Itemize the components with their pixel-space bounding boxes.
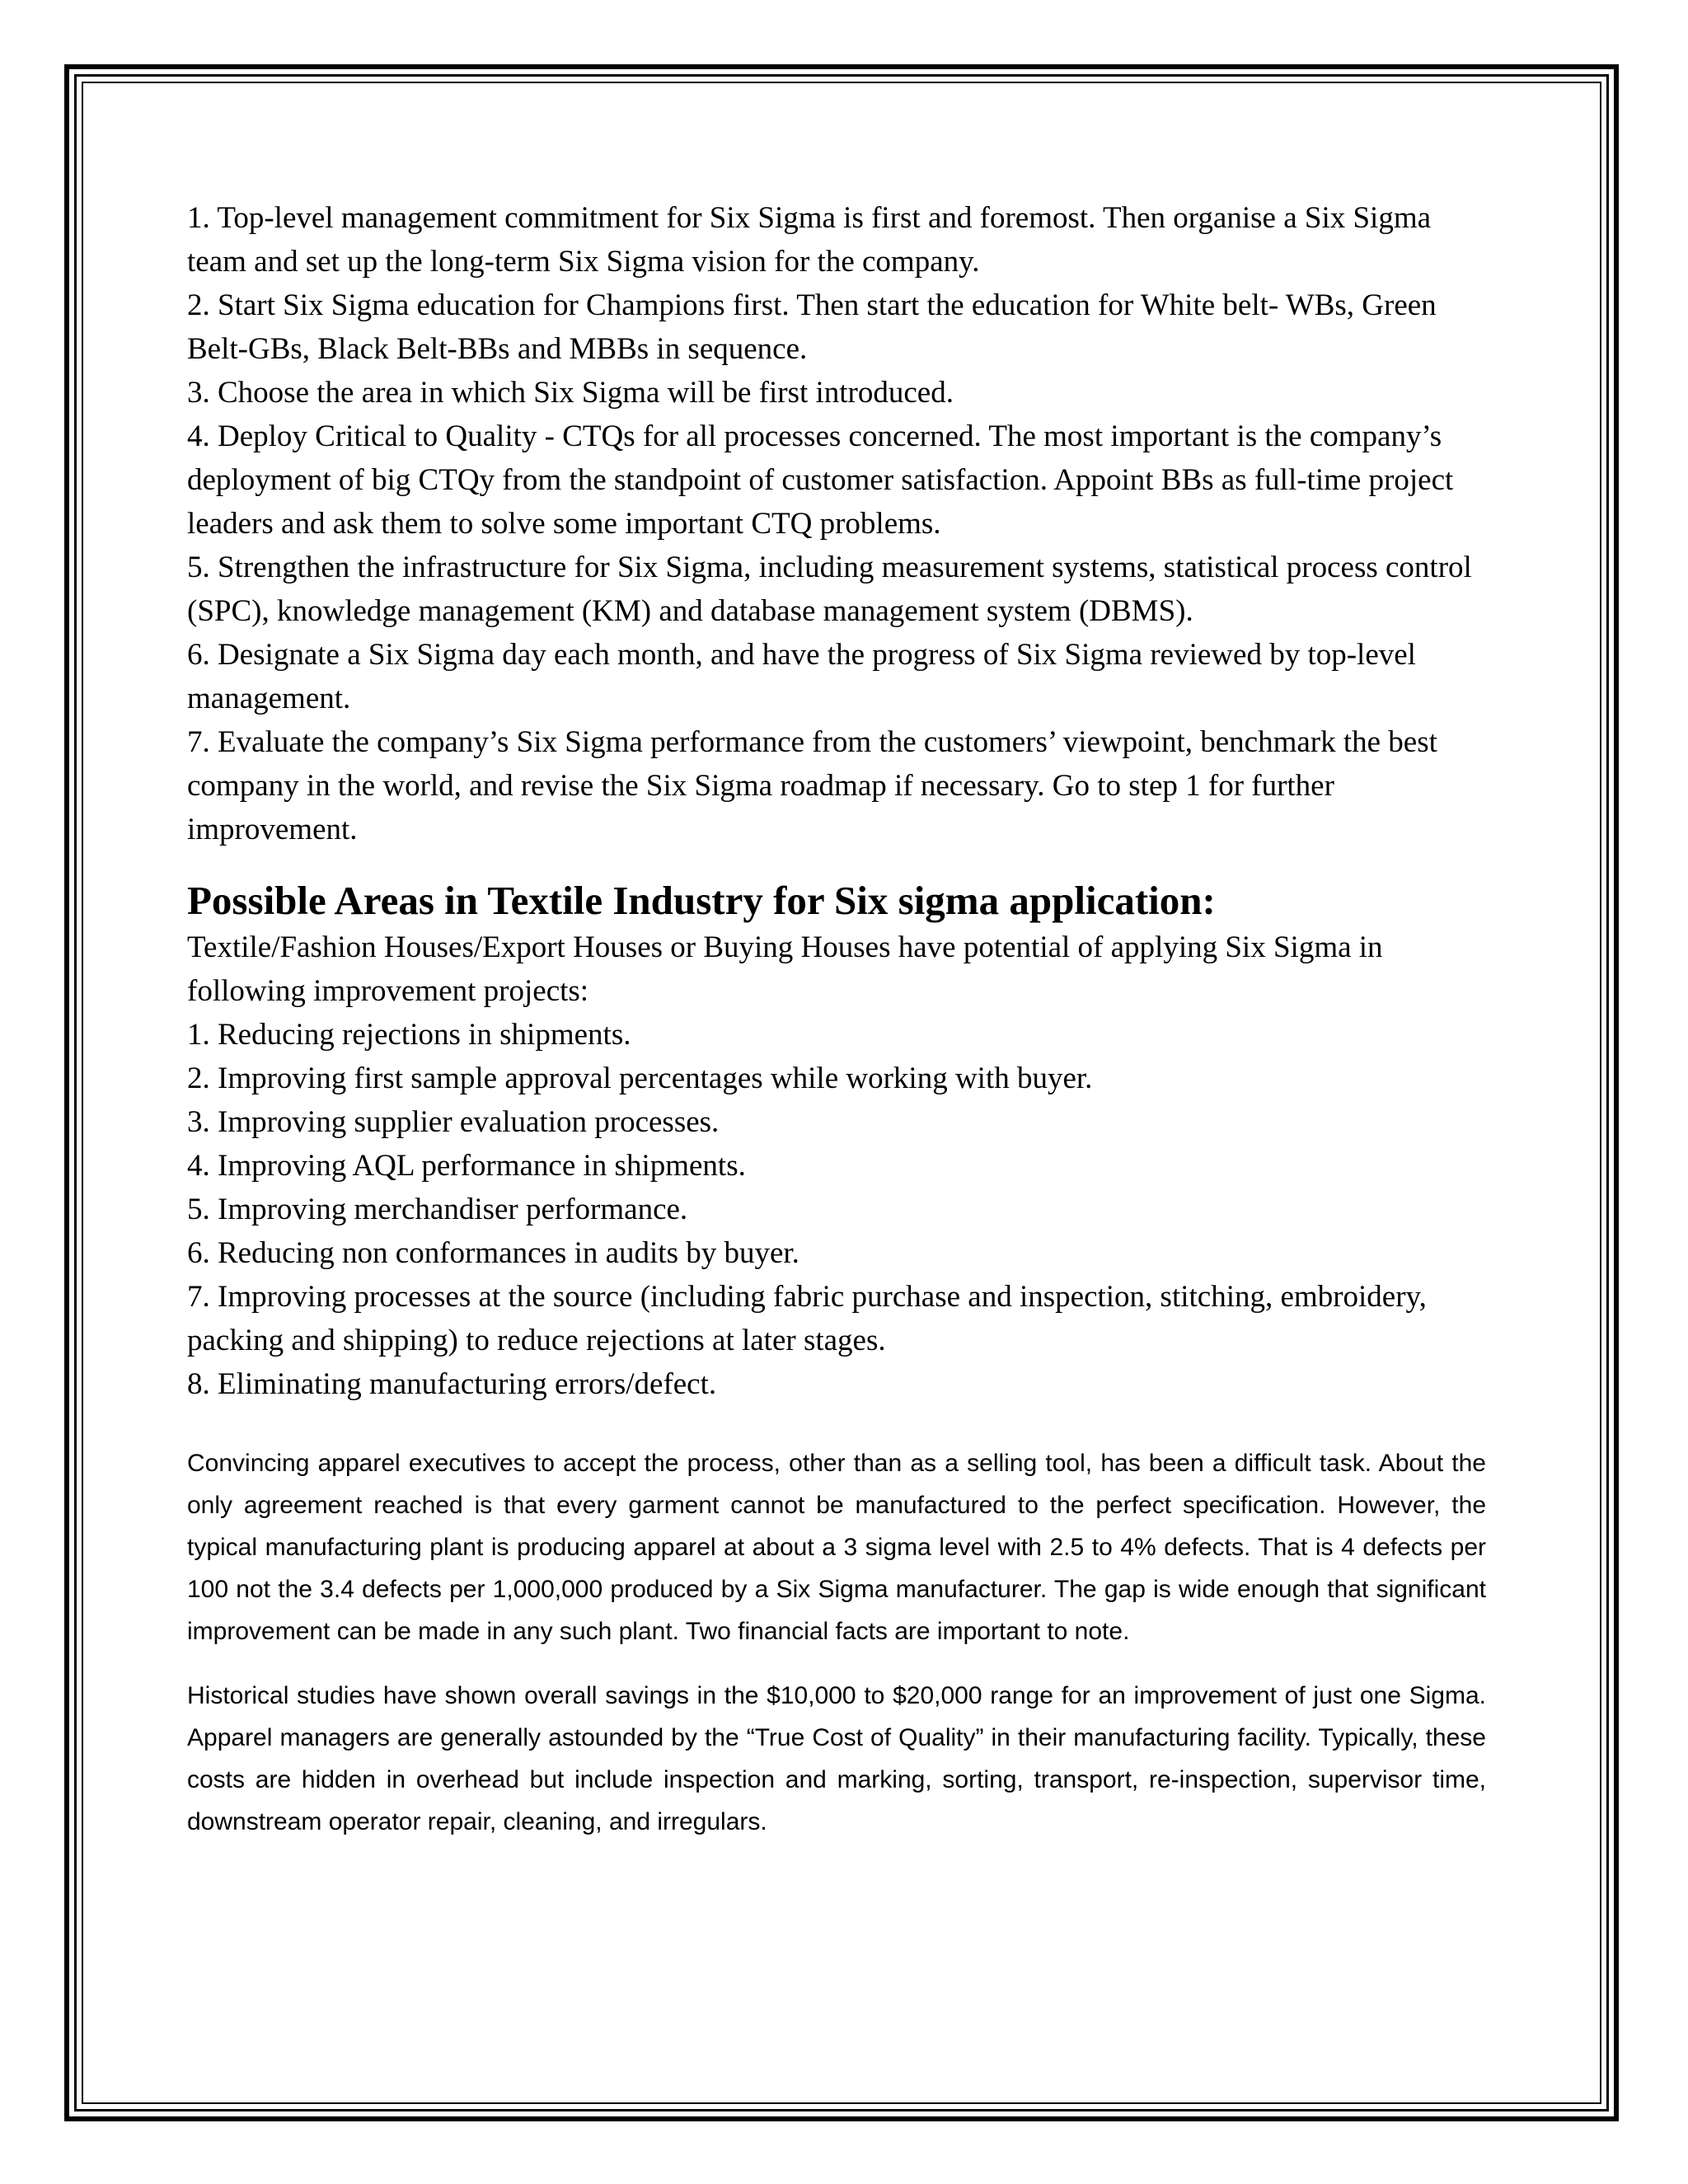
improvement-project-item: 5. Improving merchandiser performance. — [187, 1193, 688, 1226]
roadmap-step: 6. Designate a Six Sigma day each month, and have the progress of Six Sigma reviewed by top-level management. — [187, 638, 1416, 715]
improvement-project-item: 4. Improving AQL performance in shipments. — [187, 1149, 746, 1183]
document-content — [187, 196, 1486, 1843]
improvement-project-item: 7. Improving processes at the source (including fabric purchase and inspection, stitching, embroidery, packing and shipping) to reduce rejections at later stages. — [187, 1280, 1427, 1357]
improvement-projects-list — [187, 1013, 1486, 1406]
roadmap-step: 4. Deploy Critical to Quality - CTQs for all processes concerned. The most important is the company’s deployment of big CTQy from the standpoint of customer satisfaction. Appoint BBs as full-time project leaders and ask them to solve some important CTQ problems. — [187, 419, 1454, 541]
roadmap-step: 3. Choose the area in which Six Sigma will be first introduced. — [187, 376, 954, 410]
improvement-project-item: 1. Reducing rejections in shipments. — [187, 1018, 631, 1052]
improvement-project-item: 6. Reducing non conformances in audits by buyer. — [187, 1236, 799, 1270]
roadmap-step: 7. Evaluate the company’s Six Sigma performance from the customers’ viewpoint, benchmark the best company in the world, and revise the Six Sigma roadmap if necessary. Go to step 1 for further improvement. — [187, 725, 1437, 846]
roadmap-steps-list — [187, 196, 1486, 851]
roadmap-step: 1. Top-level management commitment for Six Sigma is first and foremost. Then organise a Six Sigma team and set up the long-term Six Sigma vision for the company. — [187, 201, 1432, 279]
improvement-project-item: 8. Eliminating manufacturing errors/defect. — [187, 1367, 717, 1401]
convincing-paragraph: Convincing apparel executives to accept the process, other than as a selling tool, has been a difficult task. About the only agreement reached is that every garment cannot be manufactured to the perfect specification. However, the typical manufacturing plant is producing apparel at about a 3 sigma level with 2.5 to 4% defects. That is 4 defects per 100 not the 3.4 defects per 1,000,000 produced by a Six Sigma manufacturer. The gap is wide enough that significant improvement can be made in any such plant. Two financial facts are important to note. — [187, 1450, 1486, 1645]
roadmap-step: 2. Start Six Sigma education for Champions first. Then start the education for White belt- WBs, Green Belt-GBs, Black Belt-BBs and MBBs in sequence. — [187, 288, 1437, 366]
section-heading: Possible Areas in Textile Industry for Six sigma application: — [187, 878, 1216, 923]
roadmap-step: 5. Strengthen the infrastructure for Six Sigma, including measurement systems, statistical process control (SPC), knowledge management (KM) and database management system (DBMS). — [187, 551, 1472, 628]
improvement-project-item: 3. Improving supplier evaluation processes. — [187, 1105, 720, 1139]
improvement-project-item: 2. Improving first sample approval percentages while working with buyer. — [187, 1062, 1093, 1095]
historical-paragraph: Historical studies have shown overall savings in the $10,000 to $20,000 range for an improvement of just one Sigma. Apparel managers are generally astounded by the “True Cost of Quality” in their manufacturing facility. Typically, these costs are hidden in overhead but include inspection and marking, sorting, transport, re-inspection, supervisor time, downstream operator repair, cleaning, and irregulars. — [187, 1682, 1486, 1835]
section-intro: Textile/Fashion Houses/Export Houses or Buying Houses have potential of applying Six Sigma in following improvement projects: — [187, 930, 1383, 1008]
